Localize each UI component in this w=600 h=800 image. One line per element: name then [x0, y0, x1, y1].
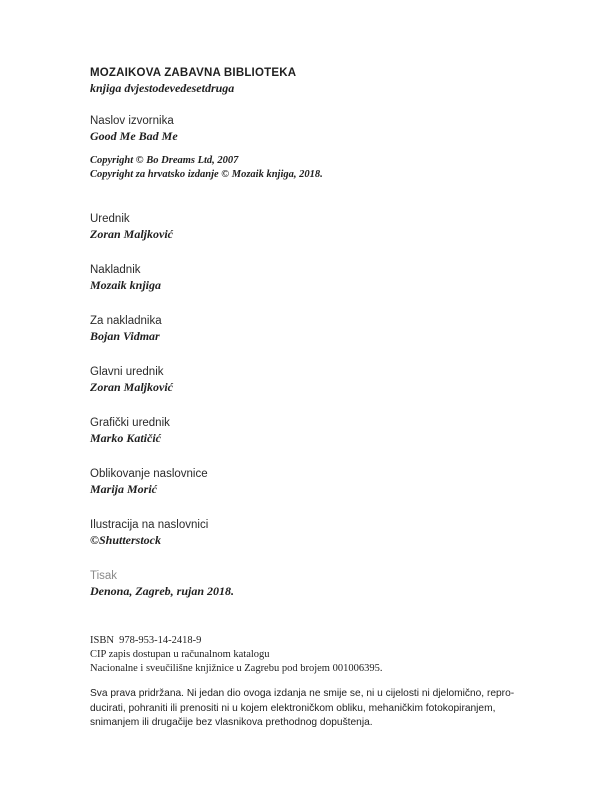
credit-editor-in-chief	[90, 365, 580, 395]
copyright-croatian-edition: Copyright za hrvatsko izdanje © Mozaik knjiga, 2018.	[90, 169, 323, 180]
print-block	[90, 569, 580, 599]
credit-graphic-editor	[90, 416, 580, 446]
credit-cover-design	[90, 467, 580, 497]
credit-cover-illustration	[90, 518, 580, 548]
series-subtitle: knjiga dvjestodevedesetdruga	[90, 81, 235, 95]
copyright-block	[90, 154, 580, 182]
credit-value: Zoran Maljković	[90, 227, 173, 241]
original-title-label: Naslov izvornika	[90, 115, 174, 127]
rights-line: Sva prava pridržana. Ni jedan dio ovoga izdanja ne smije se, ni u cijelosti ni djelomično, repro-	[90, 688, 515, 699]
credit-value: Bojan Vidmar	[90, 329, 160, 343]
isbn: ISBN 978-953-14-2418-9	[90, 635, 202, 646]
imprint-page	[90, 66, 580, 599]
cip-block	[90, 634, 580, 676]
cip-line: Nacionalne i sveučilišne knjižnice u Zagrebu pod brojem 001006395.	[90, 663, 383, 674]
cip-line: CIP zapis dostupan u računalnom katalogu	[90, 649, 270, 660]
credit-value: Marko Katičić	[90, 431, 161, 445]
original-title-block	[90, 114, 580, 144]
credit-publisher	[90, 263, 580, 293]
credit-value: ©Shutterstock	[90, 533, 161, 547]
rights-line: snimanjem ili drugačije bez vlasnikova prethodnog dopuštenja.	[90, 717, 373, 728]
print-value: Denona, Zagreb, rujan 2018.	[90, 584, 235, 598]
credit-label: Ilustracija na naslovnici	[90, 519, 209, 531]
credit-label: Glavni urednik	[90, 366, 164, 378]
credit-for-publisher	[90, 314, 580, 344]
copyright-original: Copyright © Bo Dreams Ltd, 2007	[90, 155, 239, 166]
credit-label: Za nakladnika	[90, 315, 162, 327]
credit-label: Oblikovanje naslovnice	[90, 468, 208, 480]
credit-editor	[90, 212, 580, 242]
series-block	[90, 66, 580, 96]
credit-label: Urednik	[90, 213, 130, 225]
credit-value: Zoran Maljković	[90, 380, 173, 394]
credit-value: Mozaik knjiga	[90, 278, 162, 292]
original-title-value: Good Me Bad Me	[90, 129, 178, 143]
rights-notice	[90, 687, 568, 731]
credit-label: Nakladnik	[90, 264, 141, 276]
print-label: Tisak	[90, 570, 118, 582]
credit-value: Marija Morić	[90, 482, 158, 496]
credit-label: Grafički urednik	[90, 417, 170, 429]
series-title: MOZAIKOVA ZABAVNA BIBLIOTEKA	[90, 67, 297, 79]
rights-line: ducirati, pohraniti ili prenositi ni u kojem elektroničkom obliku, mehaničkim fotokopiranjem,	[90, 702, 496, 714]
